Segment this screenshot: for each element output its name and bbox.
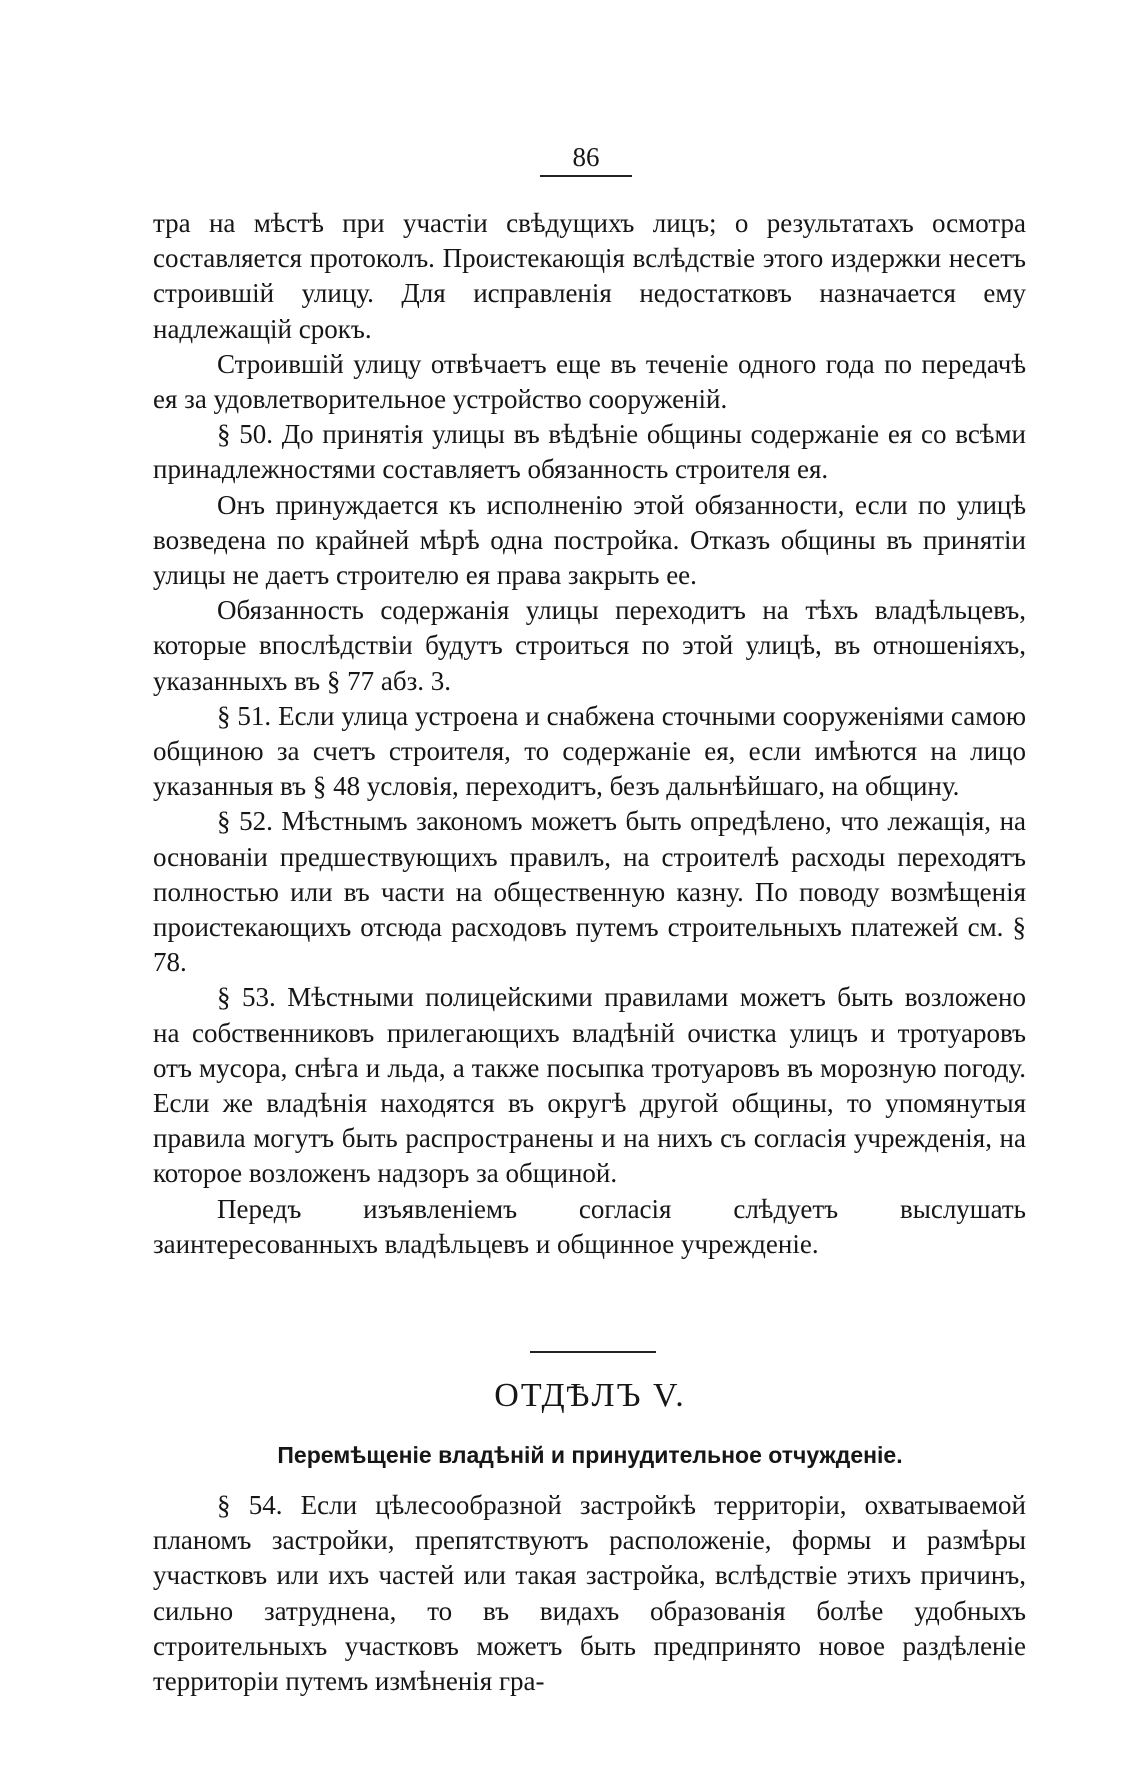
paragraph-section-51: § 51. Если улица устроена и снабжена сточными сооруженіями самою общиною за счетъ строителя, то содержаніе ея, если имѣются на лицо указанныя въ § 48 условія, переходитъ, безъ дальнѣйшаго, на общину. bbox=[153, 700, 1026, 802]
paragraph-section-50: § 50. До принятія улицы въ вѣдѣніе общины содержаніе ея со всѣми принадлежностями составляетъ обязанность строителя ея. bbox=[153, 419, 1026, 485]
paragraph-section-52: § 52. Мѣстнымъ закономъ можетъ быть опредѣлено, что лежащія, на основаніи предшествующихъ правилъ, на строителѣ расходы переходятъ полностью или въ части на общественную казну. По поводу возмѣщенія проистекающихъ отсюда расходовъ путемъ строительныхъ платежей см. § 78. bbox=[153, 806, 1026, 978]
section-body-text bbox=[153, 1488, 1026, 1699]
paragraph: тра на мѣстѣ при участіи свѣдущихъ лицъ; о результатахъ осмотра составляется протоколъ. Проистекающія вслѣдствіе этого издержки несетъ строившій улицу. Для исправленія недостатковъ назначается ему надлежащій срокъ. bbox=[153, 208, 1026, 344]
paragraph: Обязанность содержанія улицы переходитъ на тѣхъ владѣльцевъ, которые впослѣдствіи будутъ строиться по этой улицѣ, въ отношеніяхъ, указанныхъ въ § 77 абз. 3. bbox=[153, 595, 1026, 696]
section-divider bbox=[530, 1351, 656, 1353]
paragraph: Передъ изъявленіемъ согласія слѣдуетъ выслушать заинтересованныхъ владѣльцевъ и общинное учрежденіе. bbox=[153, 1193, 1026, 1259]
section-subtitle: Перемѣщеніе владѣній и принудительное отчужденіе. bbox=[277, 1442, 903, 1468]
page-number-underline bbox=[540, 175, 632, 177]
paragraph: Строившій улицу отвѣчаетъ еще въ теченіе одного года по передачѣ ея за удовлетворительное устройство сооруженій. bbox=[153, 348, 1026, 415]
body-text bbox=[153, 206, 1026, 1262]
section-title: ОТДѢЛЪ V. bbox=[494, 1377, 686, 1414]
paragraph-section-53: § 53. Мѣстными полицейскими правилами можетъ быть возложено на собственниковъ прилегающихъ владѣній очистка улицъ и тротуаровъ отъ мусора, снѣга и льда, а также посыпка тротуаровъ въ морозную погоду. Если же владѣнія находятся въ округѣ другой общины, то упомянутыя правила могутъ быть распространены и на нихъ съ согласія учрежденія, на которое возложенъ надзоръ за общиной. bbox=[153, 982, 1026, 1189]
paragraph-section-54: § 54. Если цѣлесообразной застройкѣ территоріи, охватываемой планомъ застройки, препятствуютъ расположеніе, формы и размѣры участковъ или ихъ частей или такая застройка, вслѣдствіе этихъ причинъ, сильно затруднена, то въ видахъ образованія болѣе удобныхъ строительныхъ участковъ можетъ быть предпринято новое раздѣленіе территоріи путемъ измѣненія гра- bbox=[153, 1490, 1026, 1697]
page-number: 86 bbox=[572, 142, 600, 172]
paragraph: Онъ принуждается къ исполненію этой обязанности, если по улицѣ возведена по крайней мѣрѣ одна постройка. Отказъ общины въ принятіи улицы не даетъ строителю ея права закрыть ее. bbox=[153, 489, 1026, 591]
